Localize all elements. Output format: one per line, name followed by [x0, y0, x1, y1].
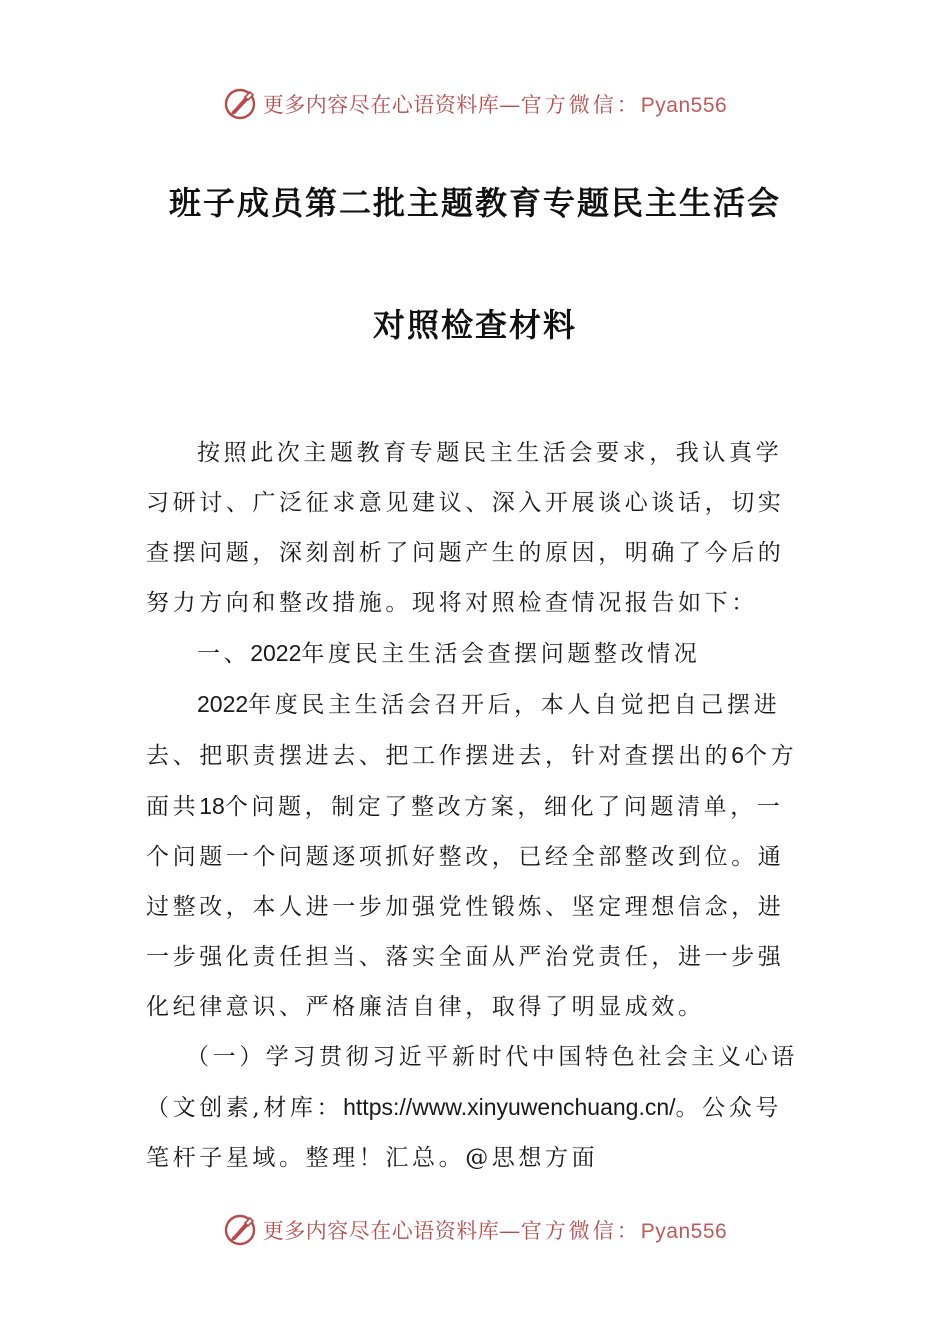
rectification-eighteen: 18 [199, 793, 225, 819]
rectification-text-b: 个方面共 [146, 743, 798, 820]
watermark-text [263, 1215, 727, 1245]
watermark-brand: 更多内容尽在心语资料库 [262, 93, 500, 117]
rectification-six: 6 [731, 742, 744, 768]
document-title-line-1: 班子成员第二批主题教育专题民主生活会 [168, 184, 781, 222]
rectification-year: 2022 [197, 691, 249, 717]
section-heading-number: 一、 [197, 641, 251, 667]
watermark-wechat-id: Pyan556 [640, 1220, 728, 1243]
subsection-text-b: ,材库： [252, 1095, 344, 1121]
subsection-text-a: （一）学习贯彻习近平新时代中国特色社会主义心语（文创素 [146, 1044, 798, 1121]
section-heading-1 [146, 628, 806, 679]
document-body [146, 428, 806, 1183]
paragraph-intro: 按照此次主题教育专题民主生活会要求，我认真学习研讨、广泛征求意见建议、深入开展谈心谈话，切实查摆问题，深刻剖析了问题产生的原因，明确了今后的努力方向和整改措施。现将对照检查情况报告如下： [146, 440, 785, 616]
header-watermark-banner [0, 84, 950, 124]
subsection-url: https://www.xinyuwenchuang.cn/ [343, 1094, 676, 1120]
section-heading-year: 2022 [250, 640, 302, 666]
rectification-text-a: 年度民主生活会召开后，本人自觉把自己摆进去、把职责摆进去、把工作摆进去，针对查摆出的 [146, 692, 781, 769]
watermark-brand: 更多内容尽在心语资料库 [262, 1219, 500, 1243]
pen-circle-logo-icon [223, 1213, 257, 1247]
watermark-wechat-label: 官方微信： [520, 93, 641, 117]
watermark-dash: — [499, 93, 521, 117]
rectification-text-c: 个问题，制定了整改方案，细化了问题清单，一个问题一个问题逐项抓好整改，已经全部整改到位。通过整改，本人进一步加强党性锻炼、坚定理想信念，进一步强化责任担当、落实全面从严治党责任，进一步强化纪律意识、严格廉洁自律，取得了明显成效。 [146, 794, 785, 1020]
section-heading-text: 年度民主生活会查摆问题整改情况 [301, 641, 701, 667]
watermark-wechat-label: 官方微信： [520, 1219, 641, 1243]
pen-circle-logo-icon [223, 87, 257, 121]
paragraph-rectification [146, 679, 806, 1032]
footer-watermark-banner [0, 1210, 950, 1250]
subsection-heading-1 [146, 1032, 806, 1183]
watermark-dash: — [499, 1219, 521, 1243]
watermark-wechat-id: Pyan556 [640, 94, 728, 117]
subsection-text-c: 。公众号笔杆子星域。整理！汇总。@思想方面 [146, 1095, 782, 1171]
watermark-text [263, 89, 727, 119]
document-title-line-2: 对照检查材料 [372, 306, 577, 344]
